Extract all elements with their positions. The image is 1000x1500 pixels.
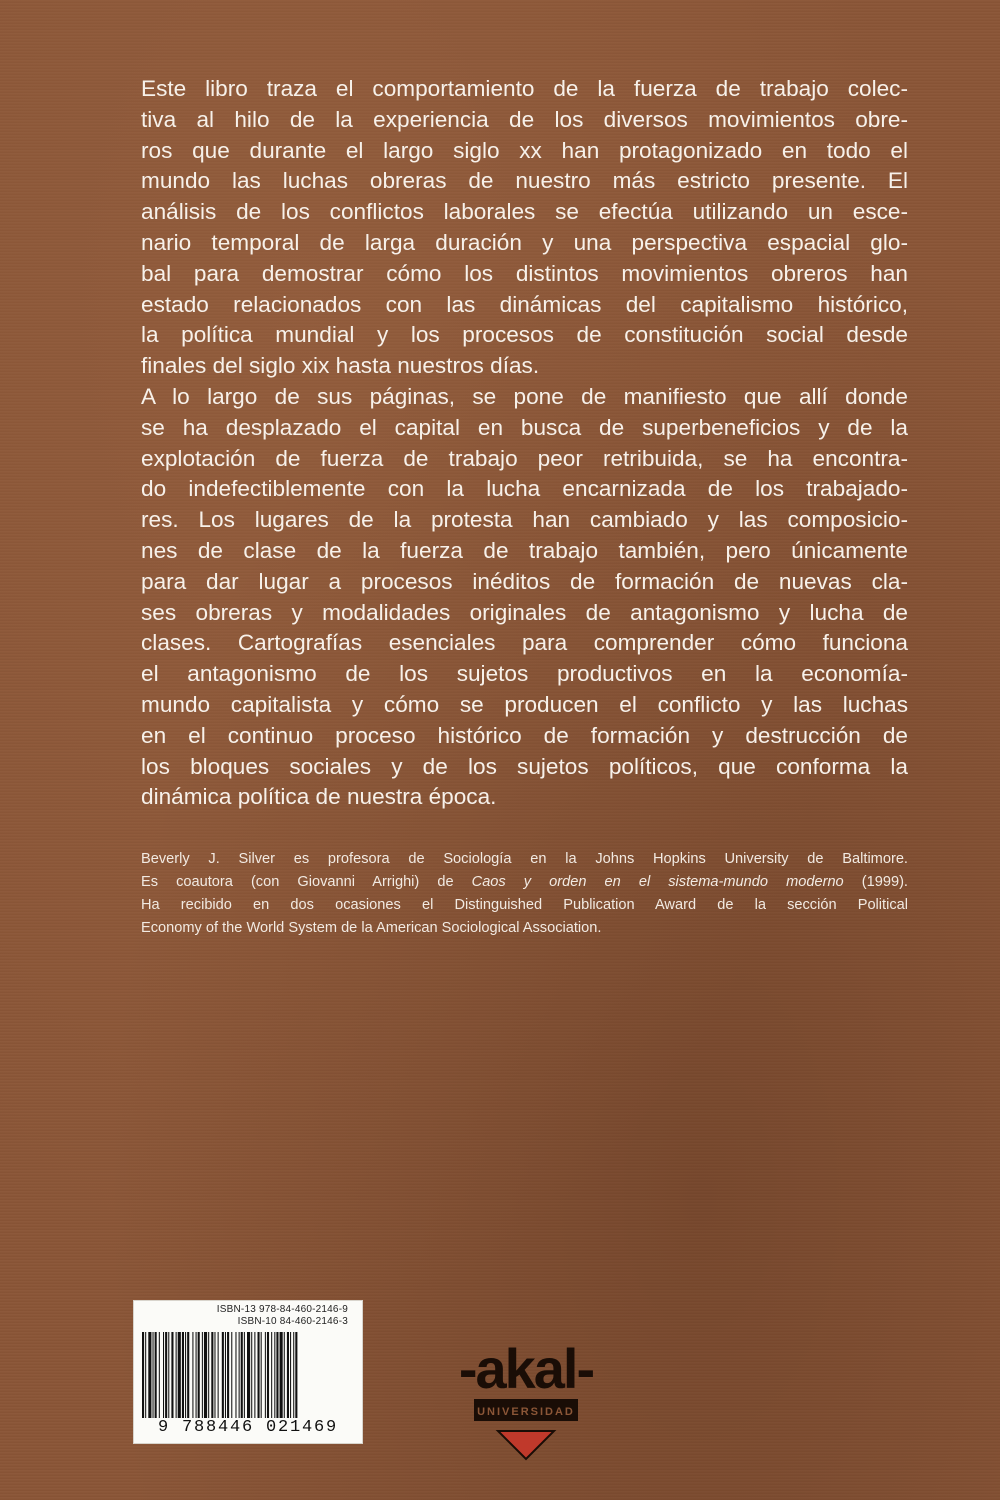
isbn-13-text: ISBN-13 978-84-460-2146-9	[216, 1304, 348, 1315]
barcode-bar	[290, 1332, 291, 1418]
barcode-bar	[163, 1332, 164, 1418]
logo-wordmark: -akal-	[458, 1337, 594, 1400]
isbn-10-text: ISBN-10 84-460-2146-3	[237, 1316, 348, 1327]
book-title-caos-y-orden: Caos y orden en el sistema-mundo moderno	[471, 874, 844, 890]
para1-line: la política mundial y los procesos de constitución social desde	[141, 322, 908, 348]
barcode-bar	[187, 1332, 189, 1418]
para2-line: explotación de fuerza de trabajo peor retribuida, se ha encontra-	[141, 445, 908, 471]
barcode-bar	[295, 1332, 297, 1418]
para1-line: ros que durante el largo siglo xx han protagonizado en todo el	[141, 137, 908, 163]
para1-line: Este libro traza el comportamiento de la fuerza de trabajo colec-	[141, 76, 908, 101]
para2-line: los bloques sociales y de los sujetos políticos, que conforma la	[141, 753, 908, 779]
para1-line: análisis de los conflictos laborales se efectúa utilizando un esce-	[141, 199, 908, 225]
barcode-bar	[247, 1332, 250, 1418]
barcode-bar	[171, 1332, 173, 1418]
logo-subtext: UNIVERSIDAD	[477, 1406, 575, 1418]
para2-line: nes de clase de la fuerza de trabajo también, pero únicamente	[141, 537, 908, 563]
barcode-bar	[214, 1332, 215, 1418]
para1-line: mundo las luchas obreras de nuestro más estricto presente. El	[141, 168, 908, 194]
barcode-bar	[274, 1332, 275, 1418]
barcode-bar	[239, 1332, 240, 1418]
barcode-bar	[258, 1332, 260, 1418]
barcode-bar	[287, 1332, 289, 1418]
barcode-bar	[293, 1332, 294, 1418]
para2-line: clases. Cartografías esenciales para comprender cómo funciona	[141, 630, 908, 656]
author-bio-line-2-prefix: Es coautora (con Giovanni Arrighi) de	[141, 874, 472, 890]
para2-line: A lo largo de sus páginas, se pone de manifiesto que allí donde	[141, 384, 908, 409]
para1-line: nario temporal de larga duración y una perspectiva espacial glo-	[141, 229, 908, 255]
barcode-bar	[271, 1332, 272, 1418]
para2-line: se ha desplazado el capital en busca de superbeneficios y de la	[141, 414, 908, 440]
para1-line: finales del siglo xix hasta nuestros días.	[141, 353, 540, 379]
barcode-bar	[185, 1332, 186, 1418]
barcode-bar	[153, 1332, 154, 1418]
para1-line: estado relacionados con las dinámicas del capitalismo histórico,	[141, 291, 908, 317]
synopsis-paragraph-1	[141, 74, 908, 382]
para2-line: do indefectiblemente con la lucha encarnizada de los trabajado-	[141, 476, 908, 502]
barcode-bar	[178, 1332, 181, 1418]
para1-line: tiva al hilo de la experiencia de los diversos movimientos obre-	[141, 106, 908, 132]
barcode-bar	[265, 1332, 266, 1418]
barcode-bar	[145, 1332, 146, 1418]
author-bio-line-4: Economy of the World System de la American Sociological Association.	[141, 920, 602, 936]
barcode-bar	[280, 1332, 283, 1418]
barcode-bar	[254, 1332, 255, 1418]
barcode-bar	[244, 1332, 245, 1418]
para1-line: bal para demostrar cómo los distintos movimientos obreros han	[141, 260, 908, 286]
para2-line: dinámica política de nuestra época.	[141, 784, 497, 810]
barcode-bar	[251, 1332, 252, 1418]
barcode-bar	[211, 1332, 213, 1418]
barcode-bar	[208, 1332, 209, 1418]
barcode-bar	[235, 1332, 236, 1418]
barcode-bar	[155, 1332, 157, 1418]
barcode-bar	[241, 1332, 243, 1418]
barcode-bar	[142, 1332, 144, 1418]
para2-line: en el continuo proceso histórico de formación y destrucción de	[141, 722, 908, 748]
barcode-bar	[159, 1332, 160, 1418]
akal-publisher-logo	[436, 1293, 616, 1463]
barcode-bar	[182, 1332, 184, 1418]
barcode-digits: 9 788446 021469	[157, 1418, 339, 1437]
barcode-bar	[284, 1332, 285, 1418]
para2-line: el antagonismo de los sujetos productivos en la economía-	[141, 661, 908, 687]
barcode-bar	[225, 1332, 226, 1418]
author-bio-line-1: Beverly J. Silver es profesora de Sociología en la Johns Hopkins University de Baltimore.	[141, 851, 908, 867]
barcode-bar	[168, 1332, 169, 1418]
author-bio-line-3: Ha recibido en dos ocasiones el Distinguished Publication Award de la sección Political	[141, 897, 908, 913]
author-bio-line-2	[141, 871, 908, 894]
para2-line: para dar lugar a procesos inéditos de formación de nuevas cla-	[141, 568, 908, 594]
barcode-bar	[165, 1332, 167, 1418]
para2-line: ses obreras y modalidades originales de antagonismo y lucha de	[141, 599, 908, 625]
barcode-bar	[261, 1332, 262, 1418]
barcode-bar	[192, 1332, 193, 1418]
author-bio	[141, 848, 908, 940]
barcode-bar	[267, 1332, 269, 1418]
para2-line: res. Los lugares de la protesta han cambiado y las composicio-	[141, 507, 908, 533]
synopsis-paragraph-2	[141, 382, 908, 813]
isbn-barcode-label	[133, 1300, 363, 1444]
barcode-bar	[231, 1332, 232, 1418]
barcode-bar	[196, 1332, 197, 1418]
barcode-bar	[148, 1332, 151, 1418]
barcode-icon	[142, 1332, 354, 1418]
barcode-bar	[198, 1332, 200, 1418]
barcode-bar	[202, 1332, 203, 1418]
barcode-bar	[227, 1332, 229, 1418]
barcode-bar	[222, 1332, 224, 1418]
barcode-bar	[204, 1332, 207, 1418]
para2-line: mundo capitalista y cómo se producen el conflicto y las luchas	[141, 691, 908, 717]
barcode-bar	[218, 1332, 219, 1418]
barcode-bar	[276, 1332, 278, 1418]
author-bio-line-2-suffix: (1999).	[843, 874, 908, 890]
barcode-bar	[176, 1332, 177, 1418]
